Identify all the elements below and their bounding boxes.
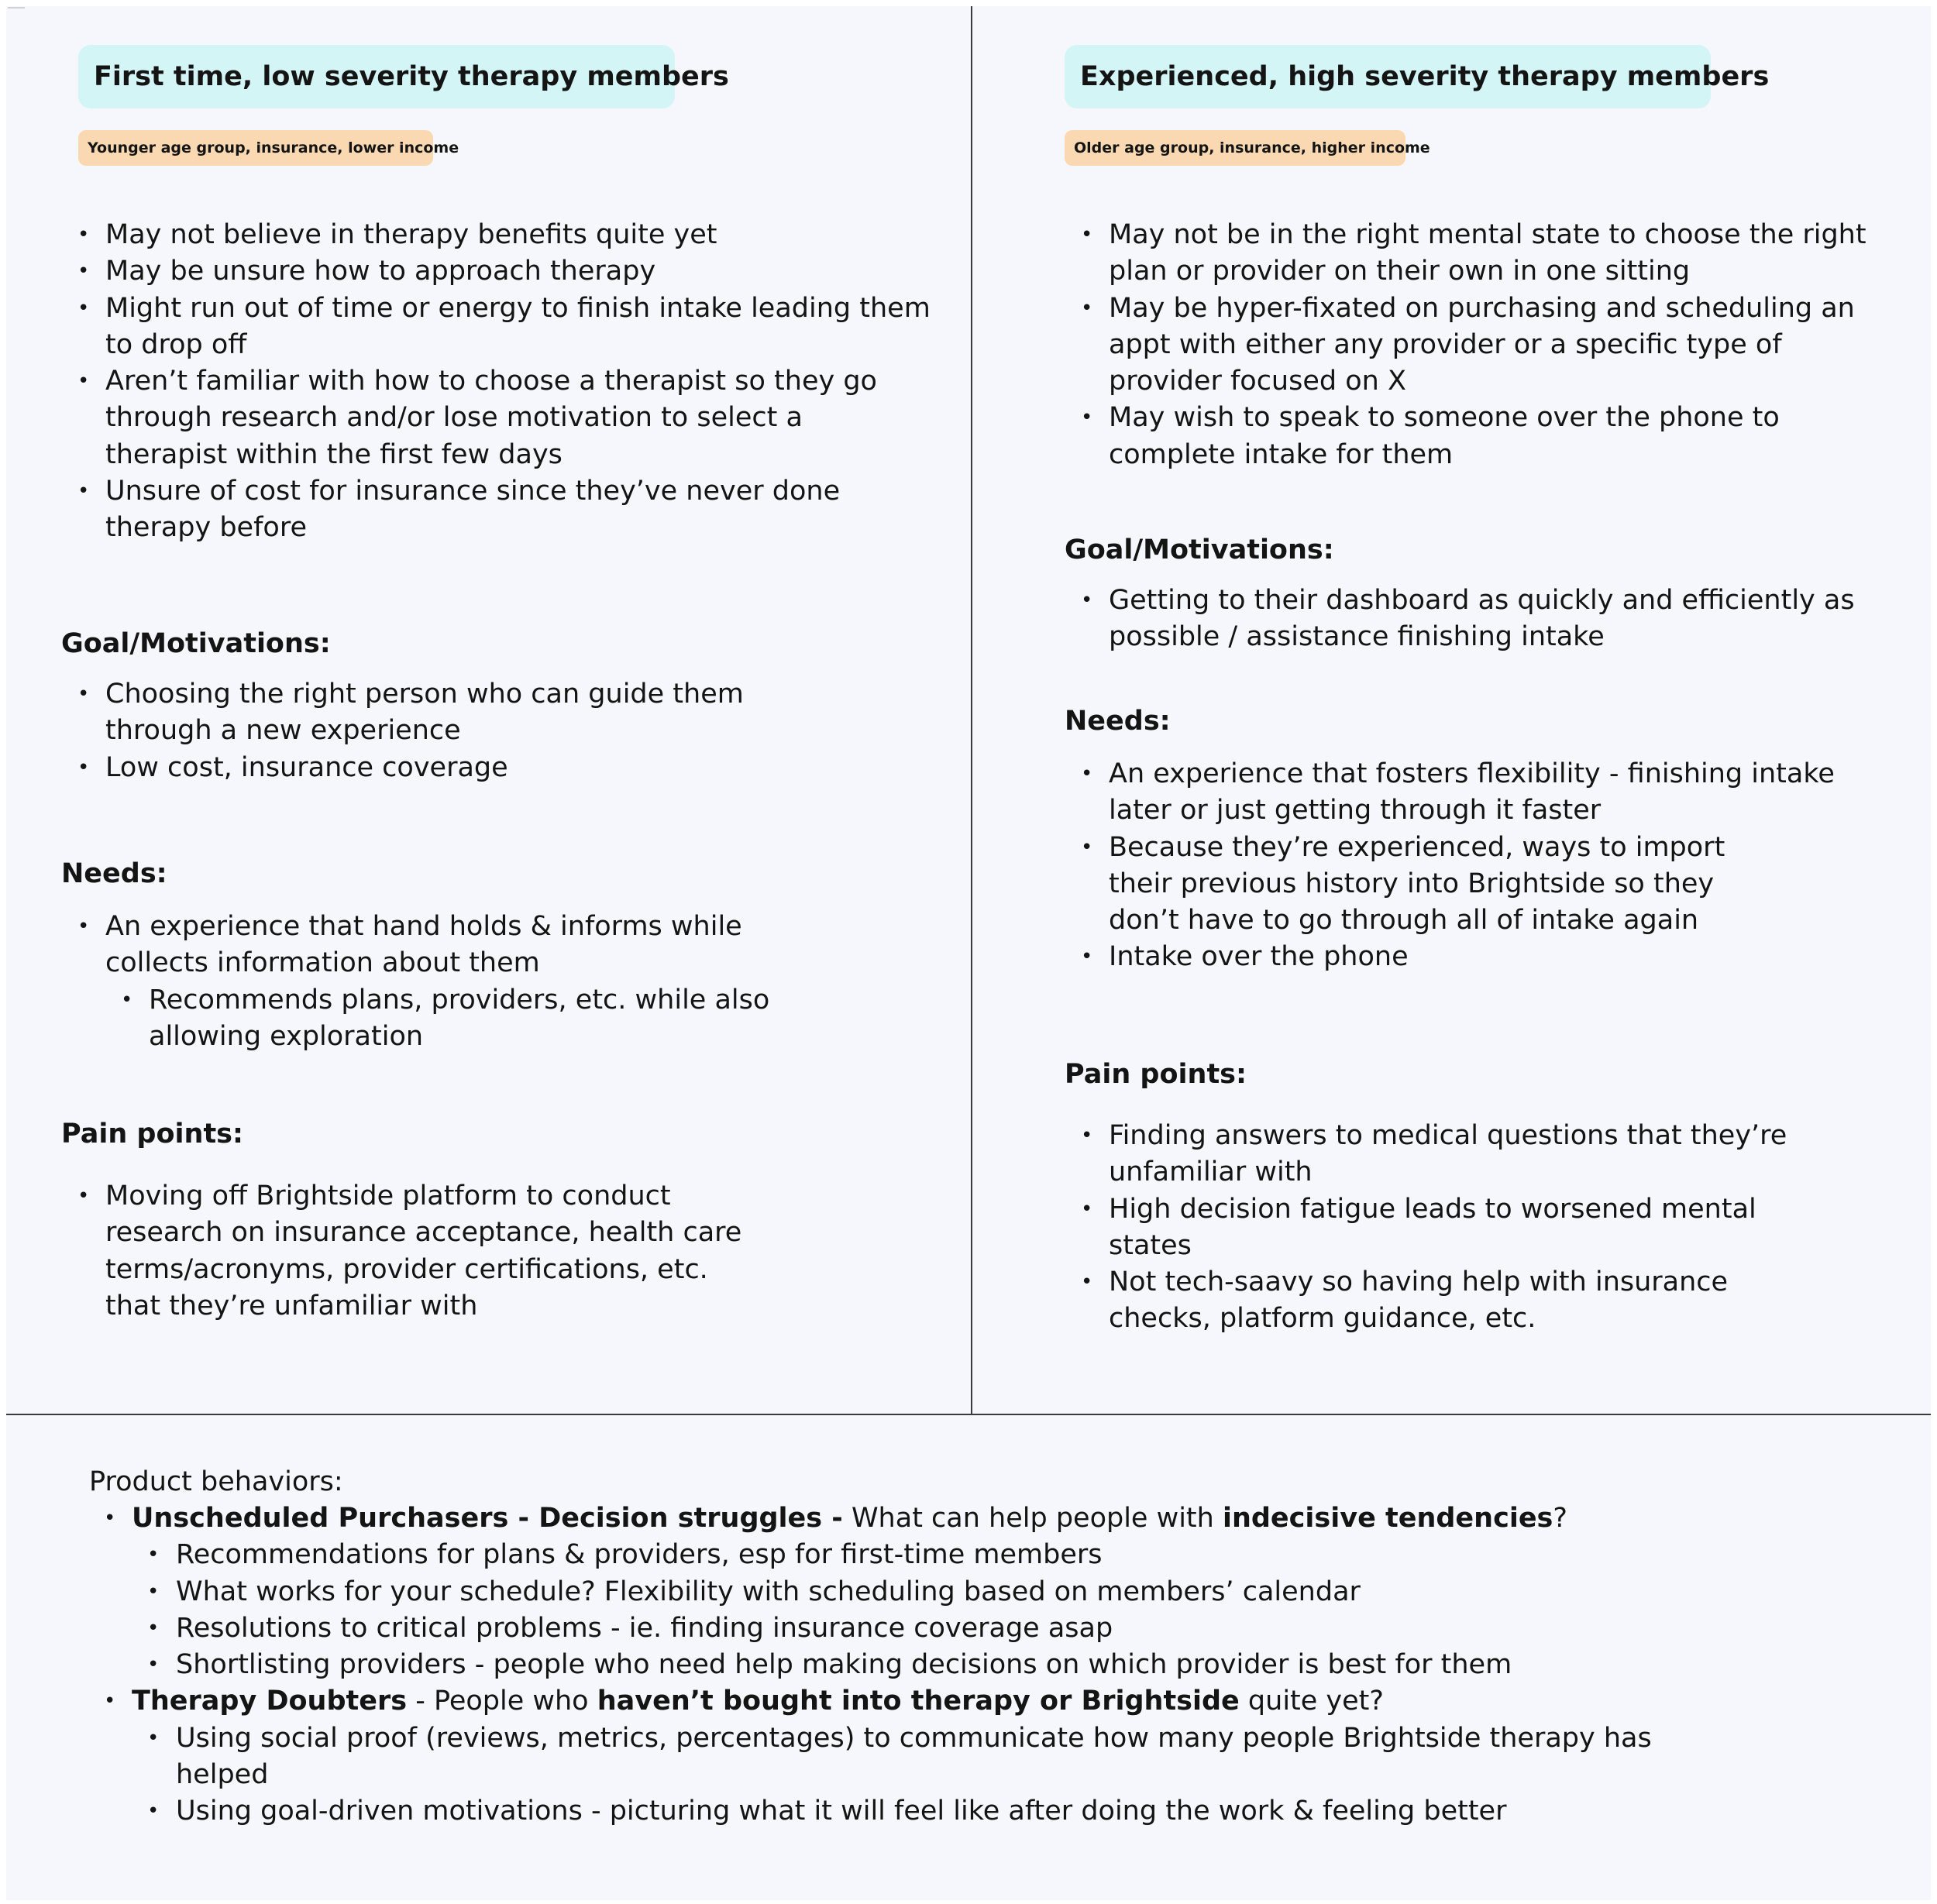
list-item: • May be unsure how to approach therapy bbox=[62, 253, 938, 290]
list-item: • Finding answers to medical questions that they’re unfamiliar with bbox=[1065, 1118, 1809, 1191]
list-item: • Low cost, insurance coverage bbox=[62, 750, 759, 786]
goals-heading-right: Goal/Motivations: bbox=[1065, 534, 1334, 565]
pain-heading-left: Pain points: bbox=[61, 1119, 244, 1150]
behavior-title: Unscheduled Purchasers - Decision struggles - bbox=[132, 1503, 843, 1534]
list-item: • Because they’re experienced, ways to import their previous history into Brightside so they don’t have to go through all of intake again bbox=[1065, 830, 1863, 940]
goals-heading-left: Goal/Motivations: bbox=[61, 628, 331, 659]
list-item: • Resolutions to critical problems - ie. finding insurance coverage asap bbox=[132, 1610, 1700, 1647]
corner-mark bbox=[8, 7, 25, 9]
behavior-text: ? bbox=[1553, 1503, 1567, 1534]
behavior-emphasis: indecisive tendencies bbox=[1222, 1503, 1553, 1534]
list-item: • What works for your schedule? Flexibility with scheduling based on members’ calendar bbox=[132, 1574, 1700, 1610]
needs-heading-left: Needs: bbox=[61, 858, 167, 889]
vertical-divider bbox=[971, 6, 972, 1414]
persona-title-left: First time, low severity therapy members bbox=[78, 45, 675, 108]
pain-heading-right: Pain points: bbox=[1065, 1059, 1247, 1090]
list-item bbox=[88, 1500, 1700, 1683]
horizontal-divider bbox=[6, 1414, 1931, 1415]
list-item bbox=[62, 909, 775, 1055]
behavior-sublist bbox=[132, 1720, 1700, 1830]
list-item: • Using goal-driven motivations - picturing what it will feel like after doing the work & feeling better bbox=[132, 1793, 1700, 1830]
list-item: • Shortlisting providers - people who need help making decisions on which provider is best for them bbox=[132, 1647, 1700, 1683]
persona-tag-left: Younger age group, insurance, lower income bbox=[78, 130, 433, 166]
persona-title-right: Experienced, high severity therapy members bbox=[1065, 45, 1711, 108]
list-item: • Aren’t familiar with how to choose a therapist so they go through research and/or lose motivation to select a therapist within the first few days bbox=[62, 363, 938, 473]
behavior-text: - People who bbox=[407, 1686, 597, 1717]
list-item: • May not be in the right mental state to choose the right plan or provider on their own in one sitting bbox=[1065, 217, 1871, 290]
persona-tag-right: Older age group, insurance, higher income bbox=[1065, 130, 1405, 166]
behavior-sublist bbox=[132, 1537, 1700, 1683]
list-item: • May be hyper-fixated on purchasing and scheduling an appt with either any provider or a specific type of provider focused on X bbox=[1065, 290, 1871, 400]
list-item-text: An experience that hand holds & informs while collects information about them bbox=[105, 911, 742, 979]
list-item: • Getting to their dashboard as quickly and efficiently as possible / assistance finishing intake bbox=[1065, 583, 1871, 656]
list-item: • Recommendations for plans & providers, esp for first-time members bbox=[132, 1537, 1700, 1573]
list-item: • Recommends plans, providers, etc. while also allowing exploration bbox=[105, 982, 775, 1056]
goals-list-left bbox=[62, 676, 759, 786]
list-item bbox=[88, 1683, 1700, 1830]
needs-sublist-left bbox=[105, 982, 775, 1056]
list-item: • Moving off Brightside platform to conduct research on insurance acceptance, health care terms/acronyms, provider certifications, etc. that they’re unfamiliar with bbox=[62, 1178, 759, 1325]
list-item: • May wish to speak to someone over the phone to complete intake for them bbox=[1065, 400, 1871, 473]
list-item: • An experience that fosters flexibility - finishing intake later or just getting through it faster bbox=[1065, 756, 1863, 830]
product-behaviors-label: Product behaviors: bbox=[89, 1466, 343, 1497]
needs-list-left bbox=[62, 909, 775, 1055]
behavior-emphasis: haven’t bought into therapy or Brightside bbox=[597, 1686, 1240, 1717]
list-item: • Might run out of time or energy to finish intake leading them to drop off bbox=[62, 290, 938, 364]
list-item: • May not believe in therapy benefits quite yet bbox=[62, 217, 938, 253]
needs-list-right bbox=[1065, 756, 1863, 976]
list-item: • Intake over the phone bbox=[1065, 939, 1863, 975]
behavior-text: What can help people with bbox=[842, 1503, 1223, 1534]
product-behaviors-list bbox=[88, 1500, 1700, 1830]
behavior-title: Therapy Doubters bbox=[132, 1686, 408, 1717]
behavior-text: quite yet? bbox=[1239, 1686, 1384, 1717]
list-item: • High decision fatigue leads to worsened mental states bbox=[1065, 1191, 1809, 1265]
traits-list-right bbox=[1065, 217, 1871, 473]
list-item: • Choosing the right person who can guide them through a new experience bbox=[62, 676, 759, 750]
traits-list-left bbox=[62, 217, 938, 547]
list-item: • Not tech-saavy so having help with insurance checks, platform guidance, etc. bbox=[1065, 1264, 1809, 1338]
needs-heading-right: Needs: bbox=[1065, 706, 1171, 737]
pain-list-right bbox=[1065, 1118, 1809, 1338]
goals-list-right bbox=[1065, 583, 1871, 656]
list-item: • Using social proof (reviews, metrics, percentages) to communicate how many people Brightside therapy has helped bbox=[132, 1720, 1700, 1794]
list-item: • Unsure of cost for insurance since they’ve never done therapy before bbox=[62, 473, 938, 547]
pain-list-left bbox=[62, 1178, 759, 1325]
